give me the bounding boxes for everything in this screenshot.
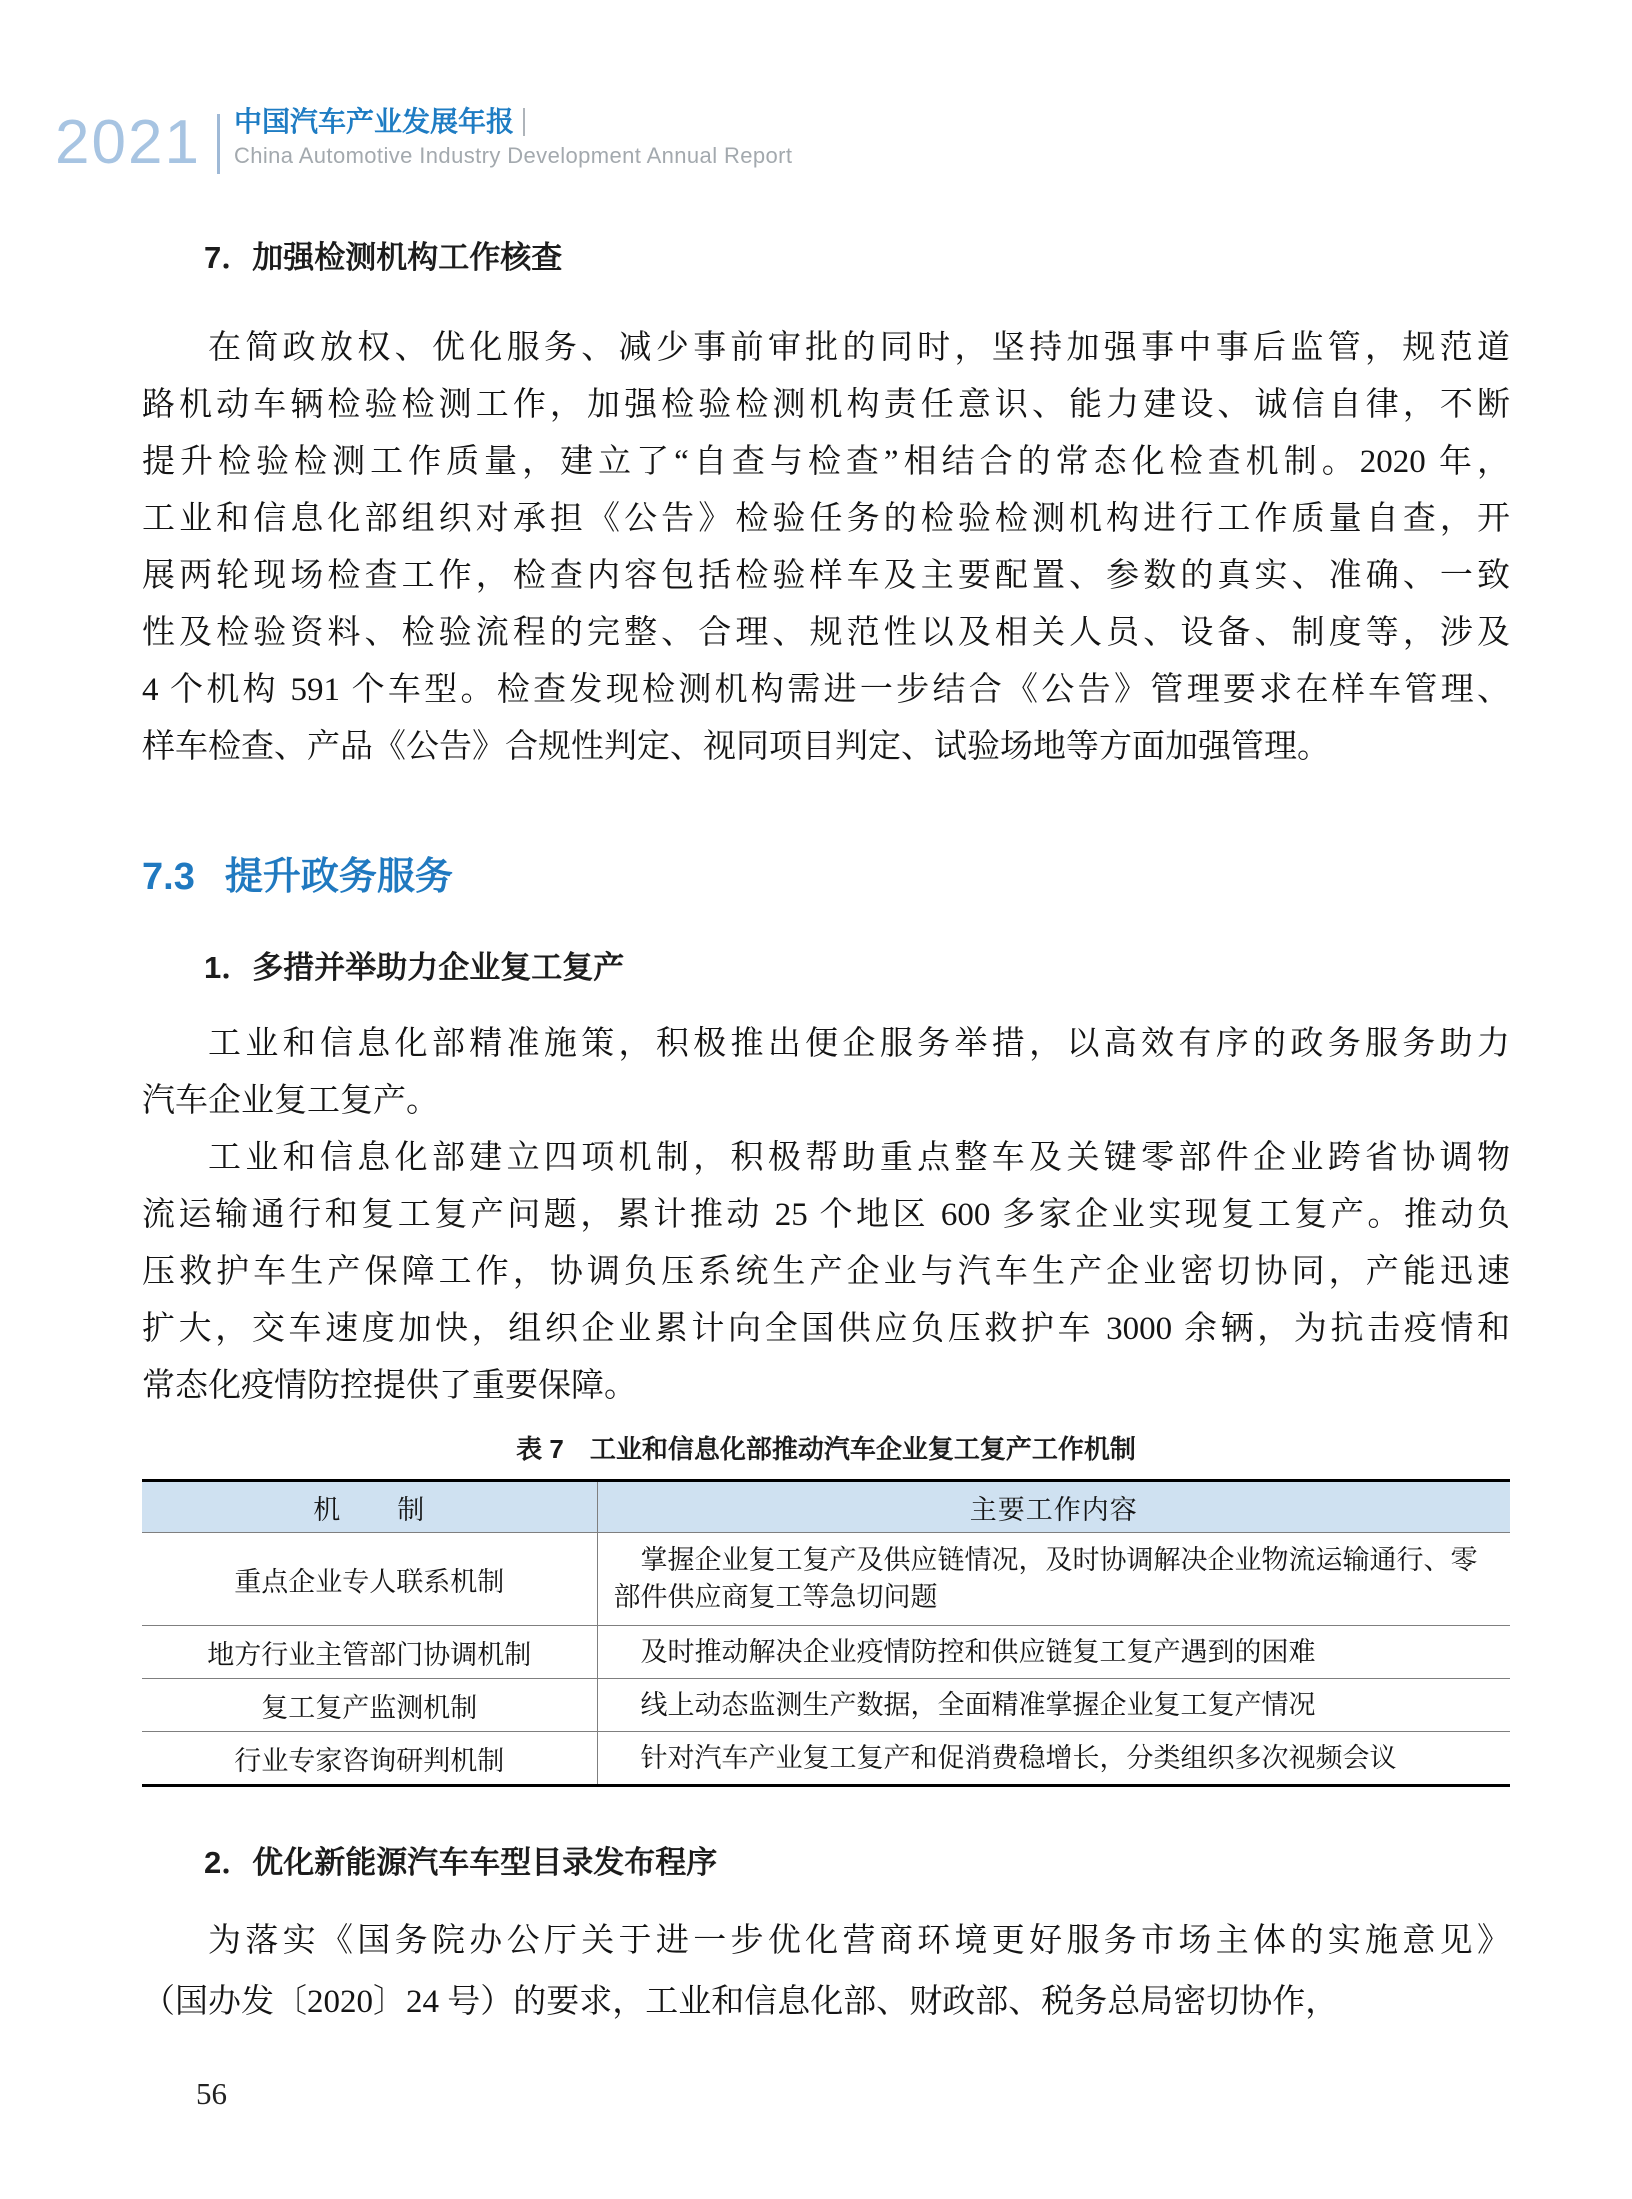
report-title-en: China Automotive Industry Development Annual Report	[233, 143, 793, 168]
content-cell: 及时推动解决企业疫情防控和供应链复工复产遇到的困难	[597, 1626, 1510, 1679]
table-row	[142, 1533, 1510, 1626]
body-line: 在简政放权、优化服务、减少事前审批的同时，坚持加强事中事后监管，规范道	[208, 330, 1510, 366]
mechanism-cell: 复工复产监测机制	[142, 1679, 597, 1732]
section-number: 7.3	[142, 856, 195, 898]
paragraph-4	[142, 1911, 1510, 2033]
report-year: 2021	[55, 108, 201, 177]
mechanism-cell: 地方行业主管部门协调机制	[142, 1626, 597, 1679]
page-number: 56	[196, 2076, 227, 2111]
paragraph-1	[142, 320, 1510, 776]
table-header-row	[142, 1481, 1510, 1533]
body-line: 流运输通行和复工复产问题，累计推动 25 个地区 600 多家企业实现复工复产。推动负	[142, 1197, 1510, 1233]
table-row	[142, 1679, 1510, 1732]
body-line: 提升检验检测工作质量，建立了“自查与检查”相结合的常态化检查机制。2020 年，	[142, 444, 1510, 480]
title-zh-row	[234, 106, 793, 138]
body-line: 压救护车生产保障工作，协调负压系统生产企业与汽车生产企业密切协同，产能迅速	[142, 1254, 1510, 1290]
table-caption: 表 7 工业和信息化部推动汽车企业复工复产工作机制	[516, 1434, 1136, 1464]
heading-7-3	[142, 852, 1510, 902]
mechanism-cell: 重点企业专人联系机制	[142, 1533, 597, 1626]
body-line: 路机动车辆检验检测工作，加强检验检测机构责任意识、能力建设、诚信自律，不断	[142, 387, 1510, 423]
body-line: 扩大，交车速度加快，组织企业累计向全国供应负压救护车 3000 余辆，为抗击疫情和	[142, 1311, 1510, 1347]
paragraph-2	[142, 1016, 1510, 1130]
report-title-zh: 中国汽车产业发展年报	[233, 106, 514, 137]
col-header-content: 主要工作内容	[597, 1481, 1510, 1533]
section-title: 提升政务服务	[224, 856, 453, 898]
body-line: （国办发〔2020〕24 号）的要求，工业和信息化部、财政部、税务总局密切协作，	[142, 1984, 1339, 2020]
mechanism-cell: 行业专家咨询研判机制	[142, 1732, 597, 1786]
header-titles	[234, 106, 793, 169]
content-cell: 针对汽车产业复工复产和促消费稳增长，分类组织多次视频会议	[640, 1742, 1397, 1773]
body-line: 汽车企业复工复产。	[142, 1083, 439, 1119]
mechanism-table	[142, 1479, 1510, 1787]
body-line: 性及检验资料、检验流程的完整、合理、规范性以及相关人员、设备、制度等，涉及	[142, 615, 1510, 651]
page-header	[55, 106, 792, 176]
paragraph-3	[142, 1130, 1510, 1415]
subheading-2: 2．优化新能源汽车车型目录发布程序	[204, 1845, 718, 1880]
body-line: 展两轮现场检查工作，检查内容包括检验样车及主要配置、参数的真实、准确、一致	[142, 558, 1510, 594]
subheading-1: 1．多措并举助力企业复工复产	[204, 950, 625, 985]
content-cell: 线上动态监测生产数据，全面精准掌握企业复工复产情况	[597, 1679, 1510, 1732]
content-cell: 掌握企业复工复产及供应链情况，及时协调解决企业物流运输通行、零部件供应商复工等急切问题	[597, 1533, 1510, 1626]
body-line: 常态化疫情防控提供了重要保障。	[142, 1368, 637, 1404]
col-header-mechanism: 机 制	[142, 1481, 597, 1533]
table-row	[142, 1732, 1510, 1786]
page-content	[142, 238, 1510, 2033]
body-line: 样车检查、产品《公告》合规性判定、视同项目判定、试验场地等方面加强管理。	[142, 729, 1330, 765]
title-end-bar	[523, 108, 525, 136]
body-line: 工业和信息化部建立四项机制，积极帮助重点整车及关键零部件企业跨省协调物	[208, 1140, 1510, 1176]
heading-7: 7．加强检测机构工作核查	[204, 240, 563, 275]
body-line: 工业和信息化部精准施策，积极推出便企服务举措，以高效有序的政务服务助力	[208, 1026, 1510, 1062]
header-divider	[217, 114, 220, 174]
body-line: 为落实《国务院办公厅关于进一步优化营商环境更好服务市场主体的实施意见》	[208, 1923, 1510, 1959]
body-line: 工业和信息化部组织对承担《公告》检验任务的检验检测机构进行工作质量自查，开	[142, 501, 1510, 537]
body-line: 4 个机构 591 个车型。检查发现检测机构需进一步结合《公告》管理要求在样车管理、	[142, 672, 1510, 708]
table-row	[142, 1626, 1510, 1679]
